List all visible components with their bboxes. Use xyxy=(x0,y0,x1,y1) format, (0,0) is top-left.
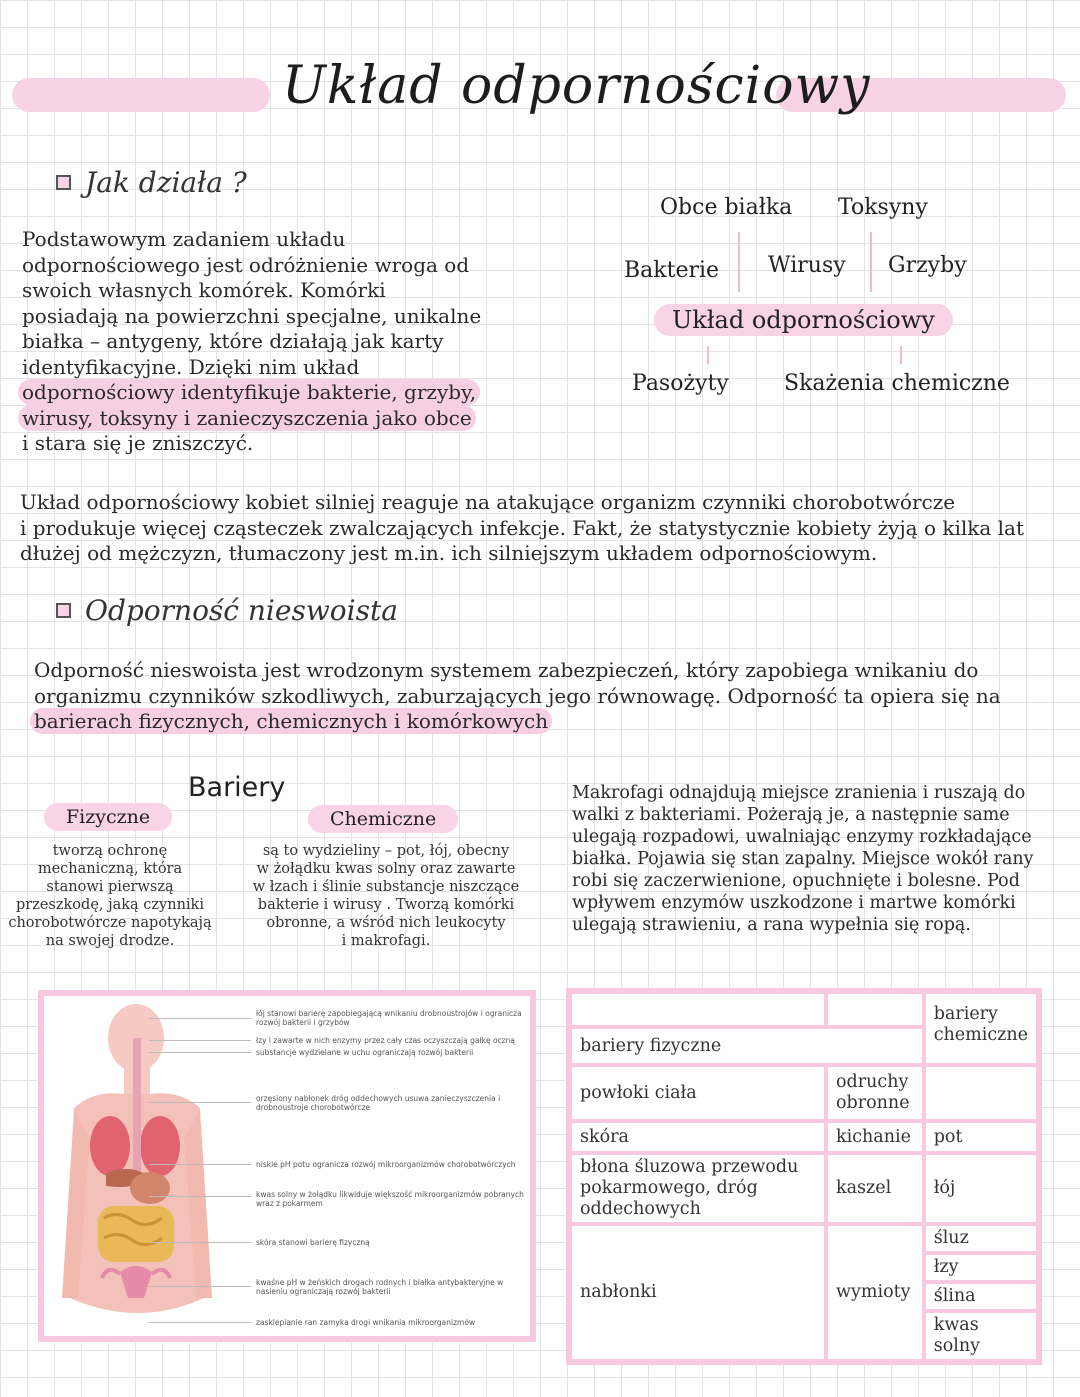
women-paragraph xyxy=(20,490,1076,567)
map-pasozyty: Pasożyty xyxy=(632,371,729,396)
diagram-label: skóra stanowi barierę fizyczną xyxy=(256,1238,370,1247)
table-cell: nabłonki xyxy=(569,1224,826,1362)
how-line xyxy=(22,380,542,406)
physical-line: stanowi pierwszą xyxy=(46,879,174,895)
section-heading-nonspecific xyxy=(56,594,398,627)
label-line xyxy=(149,1164,251,1165)
table-cell: kwas solny xyxy=(924,1311,1039,1362)
table-cell: skóra xyxy=(569,1121,826,1153)
diagram-label: orzęsiony nabłonek dróg oddechowych usuwa zanieczyszczenia i drobnoustroje chorobotwórcze xyxy=(256,1094,501,1112)
map-connector xyxy=(900,346,902,364)
how-paragraph xyxy=(22,227,542,457)
table-row xyxy=(569,1121,1039,1153)
nonspecific-table xyxy=(566,988,1042,1365)
how-line xyxy=(22,406,542,432)
nonspecific-line xyxy=(34,709,1074,735)
map-center xyxy=(654,304,953,336)
nonspecific-line: organizmu czynników szkodliwych, zaburzających jego równowagę. Odporność ta opiera się na xyxy=(34,683,1001,708)
map-connector xyxy=(707,346,709,364)
map-skazenia: Skażenia chemiczne xyxy=(784,371,1010,396)
macrophage-line: robi się zaczerwienione, opuchnięte i bolesne. Pod xyxy=(572,871,1020,891)
women-line: Układ odpornościowy kobiet silniej reaguje na atakujące organizm czynniki chorobotwórcze xyxy=(20,490,956,514)
label-line xyxy=(149,1196,251,1197)
human-body-illustration xyxy=(54,998,264,1338)
physical-line: mechaniczną, która xyxy=(37,861,183,877)
map-connector xyxy=(870,232,872,292)
table-cell: odruchy obronne xyxy=(826,1065,924,1121)
table-cell: ślina xyxy=(924,1282,1039,1311)
body-diagram xyxy=(38,990,536,1342)
diagram-label: kwas solny w żołądku likwiduje większość mikroorganizmów pobranych wraz z pokarmem xyxy=(256,1190,524,1208)
table-cell: powłoki ciała xyxy=(569,1065,826,1121)
table-cell: wymioty xyxy=(826,1224,924,1362)
table-row xyxy=(569,1224,1039,1253)
nonspecific-line: Odporność nieswoista jest wrodzonym systemem zabezpieczeń, który zapobiega wnikaniu do xyxy=(34,658,979,682)
nonspecific-paragraph xyxy=(34,658,1074,735)
chemical-barrier-label: Chemiczne xyxy=(308,805,458,833)
diagram-label: zasklepianie ran zamyka drogi wnikania mikroorganizmów xyxy=(256,1318,476,1327)
label-line xyxy=(149,1242,251,1243)
bullet-icon xyxy=(56,175,71,190)
table-cell: błona śluzowa przewodu pokarmowego, dróg oddechowych xyxy=(569,1153,826,1224)
chemical-line: obronne, a wśród nich leukocyty xyxy=(266,915,506,931)
chemical-line: w łzach i ślinie substancje niszczące xyxy=(252,879,520,895)
macrophage-line: Makrofagi odnajdują miejsce zranienia i ruszają do xyxy=(572,783,1026,803)
table-cell: kichanie xyxy=(826,1121,924,1153)
diagram-label: łzy i zawarte w nich enzymy przez cały czas oczyszczają gałkę oczną xyxy=(256,1036,515,1045)
how-line-highlight: odpornościowy identyfikuje bakterie, grzyby, xyxy=(18,379,480,405)
physical-barrier-label: Fizyczne xyxy=(44,803,172,831)
table-row xyxy=(569,991,1039,1027)
macrophage-line: białka. Pojawia się stan zapalny. Miejsce wokół rany xyxy=(572,849,1034,869)
chemical-barriers-header: bariery chemiczne xyxy=(924,991,1039,1065)
table-cell: śluz xyxy=(924,1224,1039,1253)
macrophage-line: ulegają rozpadowi, uwalniając enzymy rozkładające xyxy=(572,827,1032,847)
women-line: dłużej od mężczyzn, tłumaczony jest m.in. ich silniejszym układem odpornościowym. xyxy=(20,541,878,565)
chemical-line: w żołądku kwas solny oraz zawarte xyxy=(256,861,516,877)
how-line: posiadają na powierzchni specjalne, unikalne xyxy=(22,303,482,328)
table-cell: pot xyxy=(924,1121,1039,1153)
title-bar-left xyxy=(12,78,270,112)
label-line xyxy=(149,1286,251,1287)
macrophage-paragraph xyxy=(572,782,1072,936)
bullet-icon xyxy=(56,603,71,618)
physical-line: chorobotwórcze napotykają xyxy=(8,915,212,931)
diagram-label: łój stanowi barierę zapobiegającą wnikaniu drobnoustrojów i ogranicza rozwój bakterii i grzybów xyxy=(256,1009,522,1027)
barriers-title: Bariery xyxy=(188,772,286,803)
chemical-barrier-text xyxy=(240,842,532,950)
map-grzyby: Grzyby xyxy=(888,253,967,278)
how-line: odpornościowego jest odróżnienie wroga od xyxy=(22,252,470,277)
map-bakterie: Bakterie xyxy=(624,258,720,283)
table-cell: łzy xyxy=(924,1253,1039,1282)
chemical-line: bakterie i wirusy . Tworzą komórki xyxy=(257,897,515,913)
label-line xyxy=(149,1052,251,1053)
chemical-line: i makrofagi. xyxy=(341,933,431,949)
table-row xyxy=(569,1153,1039,1224)
how-line: Podstawowym zadaniem układu xyxy=(22,227,346,251)
section-heading-nonspecific-text: Odporność nieswoista xyxy=(85,594,398,627)
physical-barrier-text xyxy=(4,842,216,950)
chemical-line: są to wydzieliny – pot, łój, obecny xyxy=(262,843,510,859)
how-line: identyfikacyjne. Dzięki nim układ xyxy=(22,354,360,379)
map-toksyny: Toksyny xyxy=(838,195,928,220)
label-line xyxy=(149,1102,251,1103)
physical-line: przeszkodę, jaką czynniki xyxy=(16,897,204,913)
label-line xyxy=(149,1322,251,1323)
macrophage-line: wpływem enzymów uszkodzone i martwe komórki xyxy=(572,893,1016,913)
map-center-text: Układ odpornościowy xyxy=(672,306,935,334)
how-line: i stara się je zniszczyć. xyxy=(22,431,254,455)
women-line: i produkuje więcej cząsteczek zwalczających infekcje. Fakt, że statystycznie kobiety żyją o kilka lat xyxy=(20,515,1025,540)
diagram-label: kwaśne pH w żeńskich drogach rodnych i białka antybakteryjne w nasieniu ograniczają rozwój bakterii xyxy=(256,1278,504,1296)
physical-line: na swojej drodze. xyxy=(45,933,175,949)
label-line xyxy=(149,1040,251,1041)
macrophage-line: ulegają strawieniu, a rana wypełnia się ropą. xyxy=(572,915,971,935)
table-row xyxy=(569,1065,1039,1121)
physical-barriers-header: bariery fizyczne xyxy=(569,1027,924,1065)
page-title: Układ odpornościowy xyxy=(282,56,871,116)
how-line: białka – antygeny, które działają jak karty xyxy=(22,329,444,353)
physical-line: tworzą ochronę xyxy=(52,843,168,859)
how-line-highlight: wirusy, toksyny i zanieczyszczenia jako obce xyxy=(18,405,476,431)
nonspecific-line-highlight: barierach fizycznych, chemicznych i komórkowych xyxy=(30,708,552,734)
diagram-label: niskie pH potu ogranicza rozwój mikroorganizmów chorobotwórczych xyxy=(256,1160,516,1169)
how-line: swoich własnych komórek. Komórki xyxy=(22,278,386,302)
map-wirusy: Wirusy xyxy=(768,253,846,278)
table-cell: łój xyxy=(924,1153,1039,1224)
label-line xyxy=(149,1018,251,1019)
diagram-label: substancje wydzielane w uchu ograniczają rozwój bakterii xyxy=(256,1048,474,1057)
table-cell: kaszel xyxy=(826,1153,924,1224)
macrophage-line: walki z bakteriami. Pożerają je, a następnie same xyxy=(572,805,1010,825)
map-obce-bialka: Obce białka xyxy=(660,195,793,220)
section-heading-how xyxy=(56,166,247,199)
section-heading-how-text: Jak działa ? xyxy=(85,166,247,199)
map-connector xyxy=(738,232,740,292)
